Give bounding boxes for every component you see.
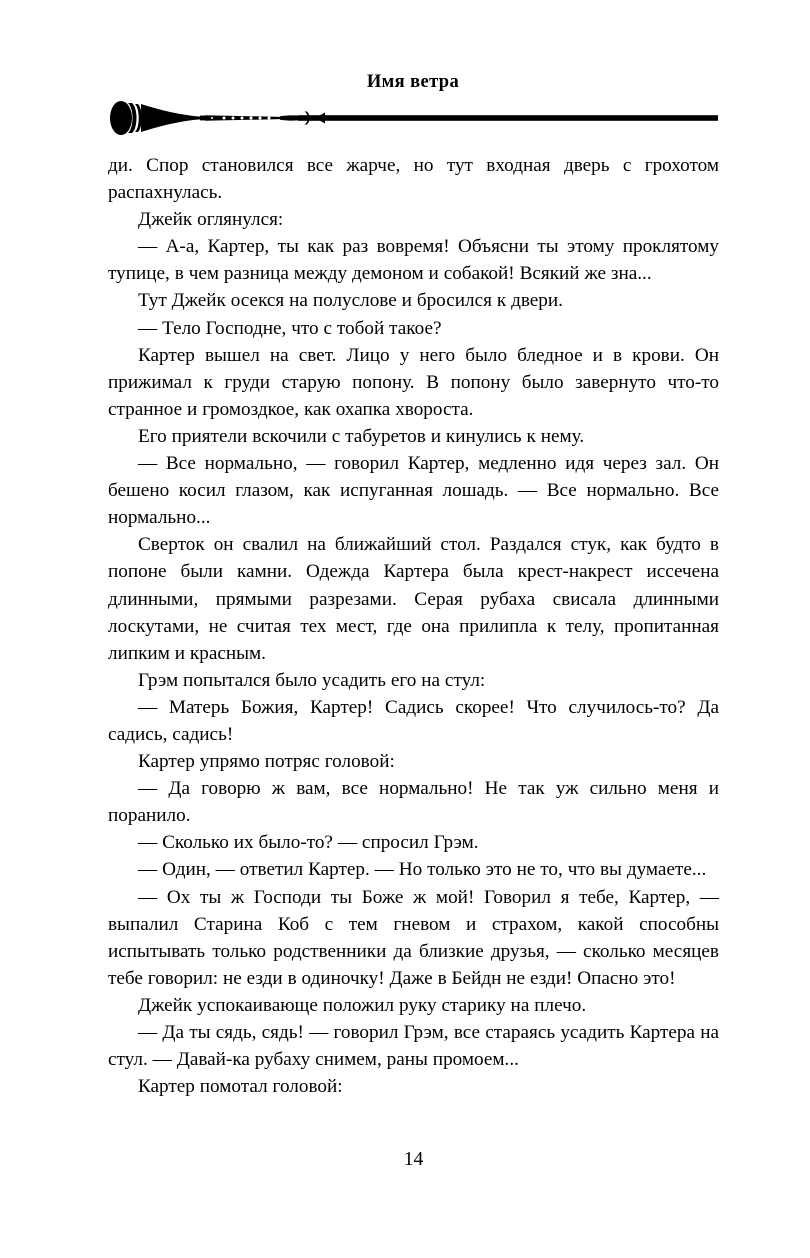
paragraph: Картер вышел на свет. Лицо у него было бледное и в крови. Он прижимал к груди старую попону. В попону было завернуто что-то странное и громоздкое, как охапка хвороста. (108, 344, 719, 420)
paragraph: Картер помотал головой: (138, 1076, 343, 1098)
paragraph: Сверток он свалил на ближайший стол. Раздался стук, как будто в попоне были камни. Одежда Картера была крест-накрест иссечена длинными, прямыми разрезами. Серая рубаха свисала длинными лоскутами, не считая тех мест, где она прилипла к телу, пропитанная липким и красным. (108, 534, 719, 664)
paragraph: Его приятели вскочили с табуретов и кинулись к нему. (138, 425, 585, 447)
paragraph: — Все нормально, — говорил Картер, медленно идя через зал. Он бешено косил глазом, как испуганная лошадь. — Все нормально. Все нормально... (108, 453, 719, 529)
paragraph: — Да говорю ж вам, все нормально! Не так уж сильно меня и поранило. (108, 778, 719, 827)
running-head (108, 72, 718, 134)
paragraph: — Да ты сядь, сядь! — говорил Грэм, все стараясь усадить Картера на стул. — Давай-ка рубаху снимем, раны промоем... (108, 1022, 719, 1071)
running-head-title: Имя ветра (366, 72, 460, 92)
paragraph: Тут Джейк осекся на полуслове и бросился к двери. (138, 290, 563, 312)
body-text (108, 152, 719, 1100)
paragraph: Картер упрямо потряс головой: (138, 751, 395, 773)
paragraph: Грэм попытался было усадить его на стул: (138, 669, 486, 691)
paragraph: — А-а, Картер, ты как раз вовремя! Объясни ты этому проклятому тупице, в чем разница между демоном и собакой! Всякий же зна... (108, 236, 719, 285)
flute-rule-ornament (108, 100, 718, 136)
paragraph: — Матерь Божия, Картер! Садись скорее! Что случилось-то? Да садись, садись! (108, 696, 719, 745)
paragraph: Джейк оглянулся: (138, 209, 284, 231)
paragraph: — Тело Господне, что с тобой такое? (138, 317, 442, 339)
page-number: 14 (403, 1149, 424, 1170)
paragraph: ди. Спор становился все жарче, но тут входная дверь с грохотом распахнулась. (108, 155, 719, 204)
paragraph: — Сколько их было-то? — спросил Грэм. (138, 832, 479, 854)
paragraph: — Один, — ответил Картер. — Но только это не то, что вы думаете... (138, 859, 707, 881)
paragraph: Джейк успокаивающе положил руку старику на плечо. (138, 994, 587, 1016)
paragraph: — Ох ты ж Господи ты Боже ж мой! Говорил я тебе, Картер, — выпалил Старина Коб с тем гневом и страхом, какой способны испытывать только родственники да близкие друзья, — сколько месяцев тебе говорил: не езди в одиночку! Даже в Бейдн не езди! Опасно это! (108, 886, 719, 989)
